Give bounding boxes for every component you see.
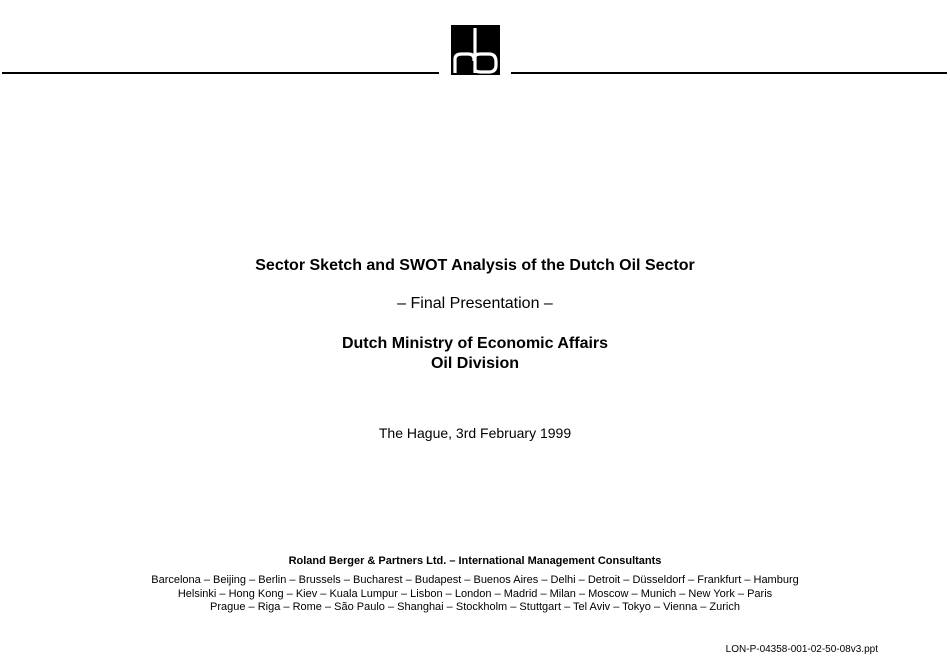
- office-locations-line: Prague – Riga – Rome – São Paulo – Shanghai – Stockholm – Stuttgart – Tel Aviv – Tokyo – Vienna – Zurich: [210, 601, 740, 613]
- presentation-subtitle: – Final Presentation –: [397, 295, 553, 312]
- header-rule-left: [2, 72, 439, 74]
- firm-name: Roland Berger & Partners Ltd. – International Management Consultants: [288, 555, 662, 567]
- rb-logo-mark: [451, 25, 500, 75]
- office-locations: [0, 574, 950, 615]
- rb-logo-icon: [451, 25, 500, 75]
- document-reference: LON-P-04358-001-02-50-08v3.ppt: [725, 644, 878, 655]
- office-locations-line: Barcelona – Beijing – Berlin – Brussels – Bucharest – Budapest – Buenos Aires – Delhi – Detroit – Düsseldorf – Frankfurt – Hamburg: [151, 574, 799, 586]
- client-block: [0, 334, 950, 374]
- client-name: Dutch Ministry of Economic Affairs: [341, 335, 609, 352]
- header-rule-right: [511, 72, 947, 74]
- office-locations-line: Helsinki – Hong Kong – Kiev – Kuala Lumpur – Lisbon – London – Madrid – Milan – Moscow – Munich – New York – Paris: [177, 587, 773, 600]
- place-date: The Hague, 3rd February 1999: [378, 425, 572, 441]
- client-division: Oil Division: [430, 355, 519, 372]
- presentation-title: Sector Sketch and SWOT Analysis of the Dutch Oil Sector: [255, 257, 695, 274]
